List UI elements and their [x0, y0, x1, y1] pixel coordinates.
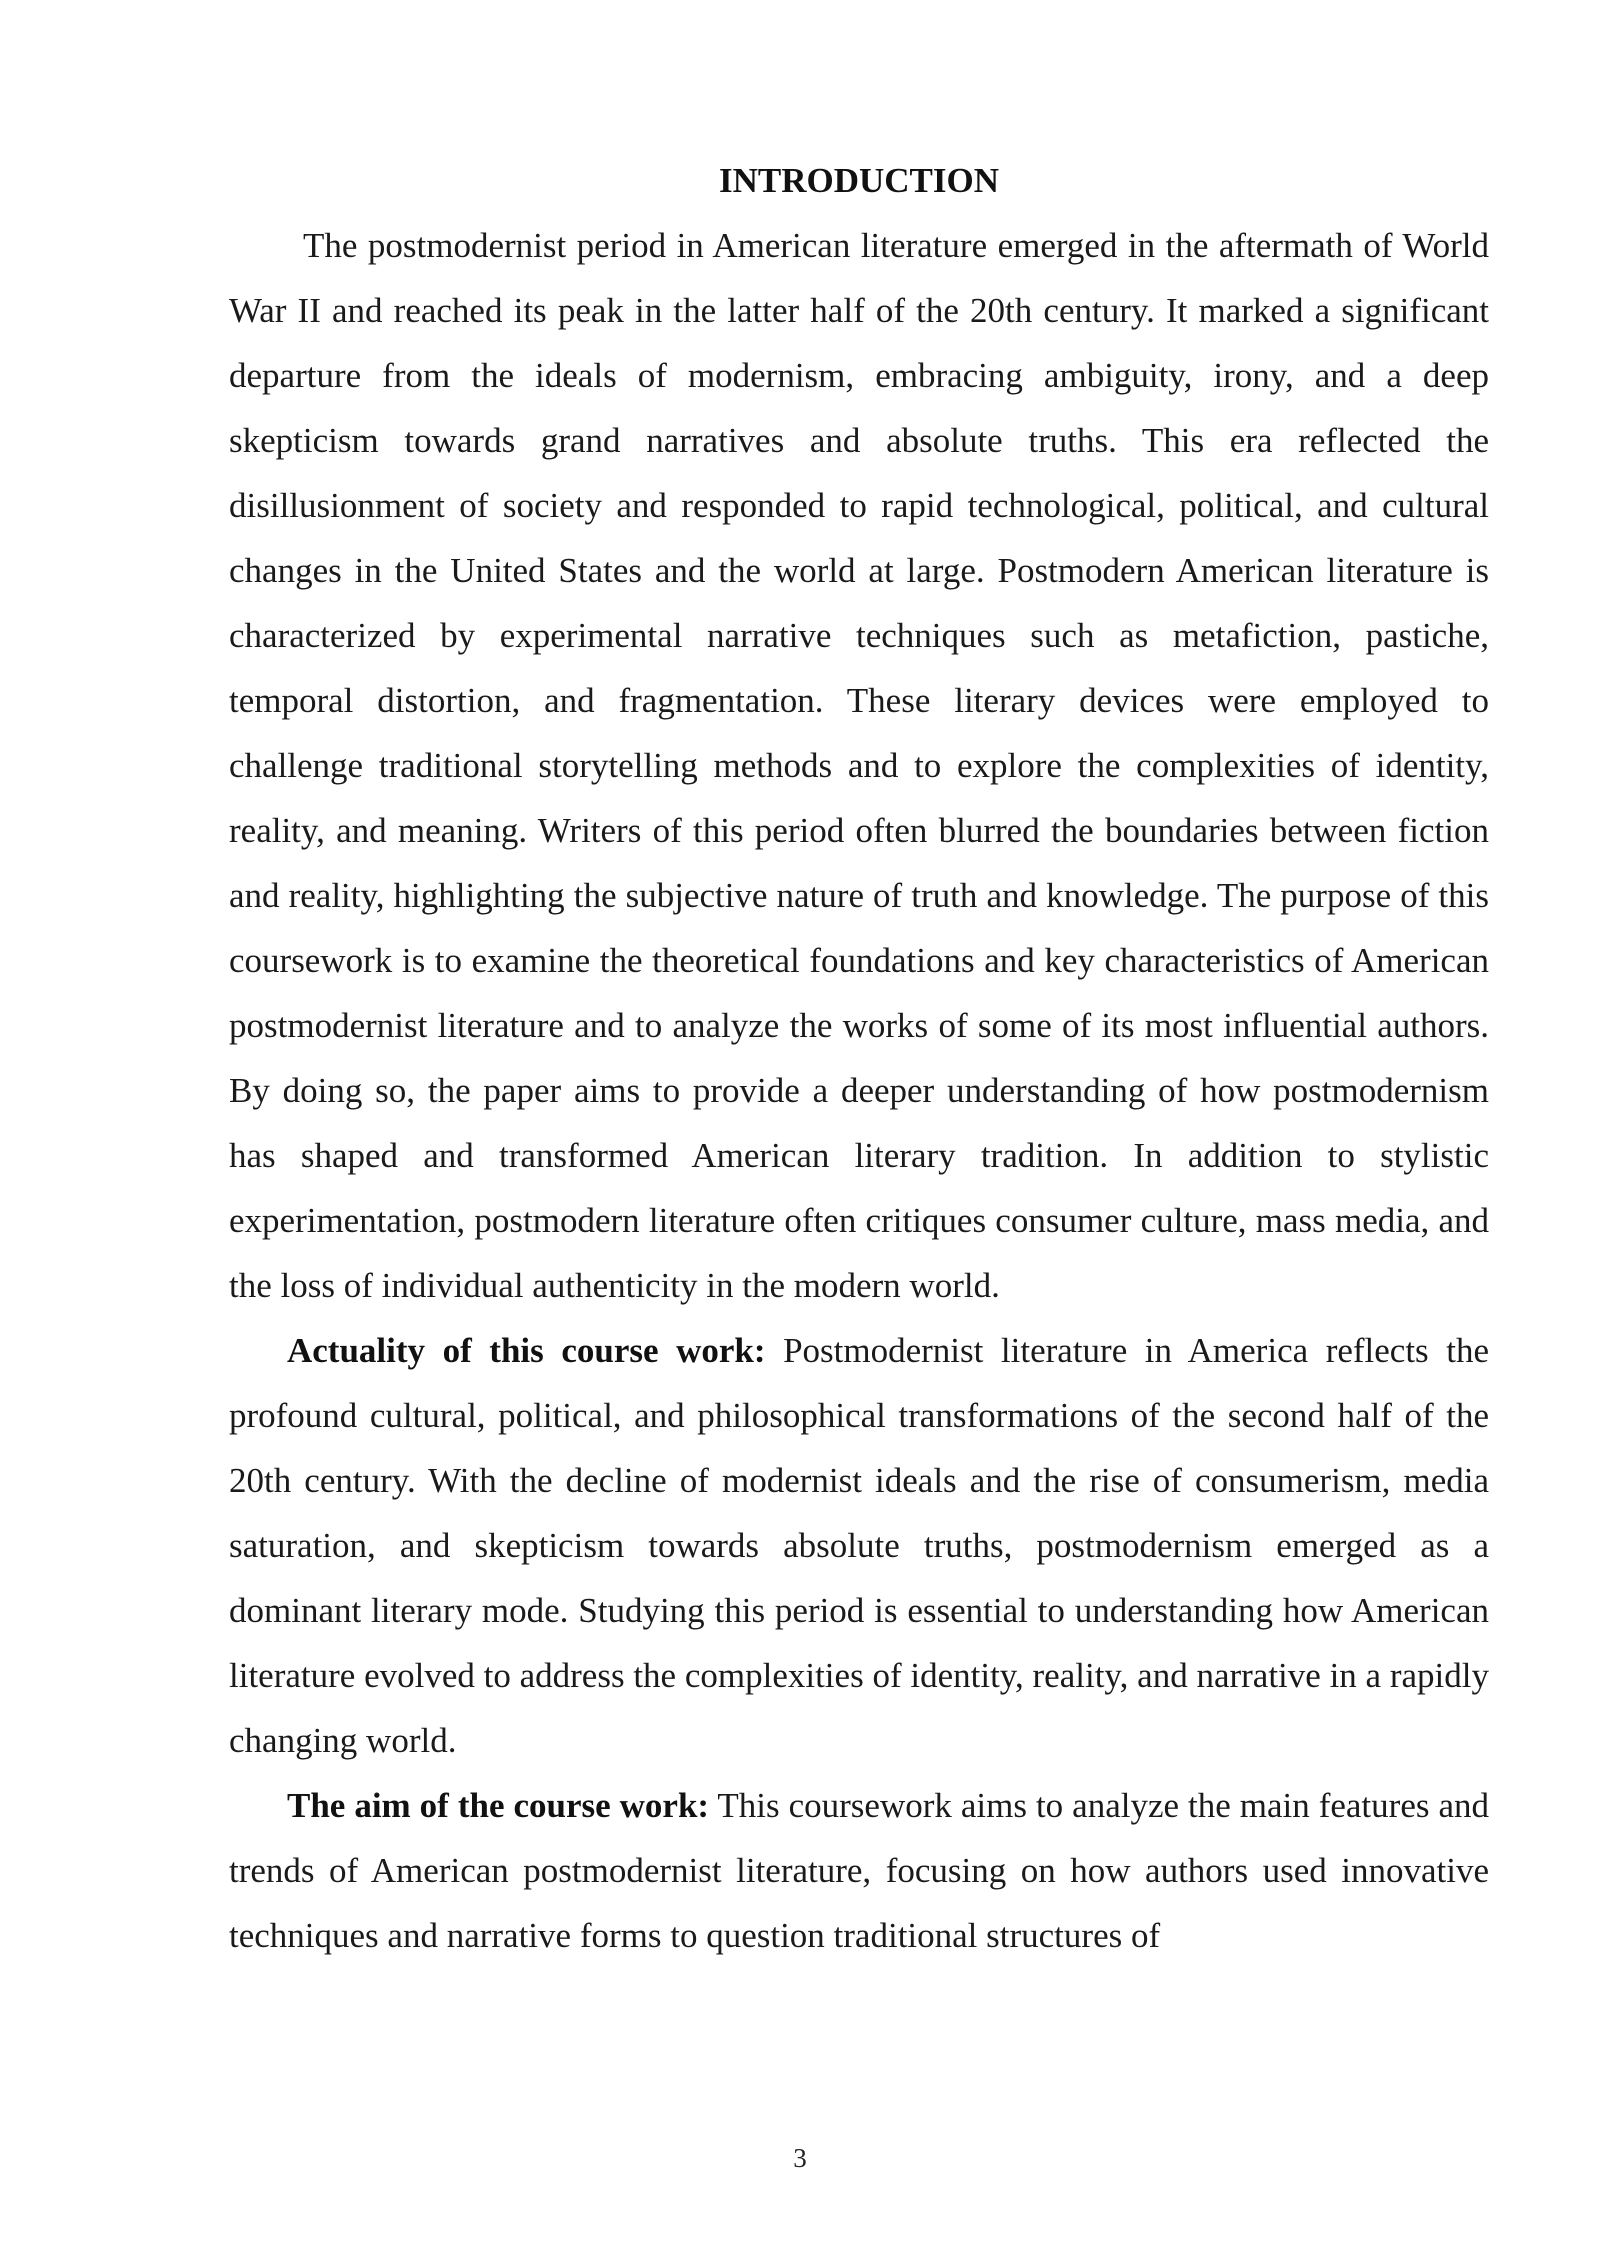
page-number: 3	[793, 2143, 807, 2173]
actuality-text: Postmodernist literature in America reflects the profound cultural, political, and philosophical transformations of the second half of the 20th century. With the decline of modernist ideals and the rise of consumerism, media saturation, and skepticism towards absolute truths, postmodernism emerged as a dominant literary mode. Studying this period is essential to understanding how American literature evolved to address the complexities of identity, reality, and narrative in a rapidly changing world.	[229, 1331, 1489, 1760]
aim-paragraph	[229, 1773, 1489, 1968]
actuality-label: Actuality of this course work:	[287, 1331, 766, 1370]
aim-text: This coursework aims to analyze the main features and trends of American postmodernist literature, focusing on how authors used innovative techniques and narrative forms to question traditional structures of	[229, 1786, 1489, 1955]
section-heading: INTRODUCTION	[718, 161, 1000, 200]
intro-paragraph: The postmodernist period in American literature emerged in the aftermath of World War II and reached its peak in the latter half of the 20th century. It marked a significant departure from the ideals of modernism, embracing ambiguity, irony, and a deep skepticism towards grand narratives and absolute truths. This era reflected the disillusionment of society and responded to rapid technological, political, and cultural changes in the United States and the world at large. Postmodern American literature is characterized by experimental narrative techniques such as metafiction, pastiche, temporal distortion, and fragmentation. These literary devices were employed to challenge traditional storytelling methods and to explore the complexities of identity, reality, and meaning. Writers of this period often blurred the boundaries between fiction and reality, highlighting the subjective nature of truth and knowledge. The purpose of this coursework is to examine the theoretical foundations and key characteristics of American postmodernist literature and to analyze the works of some of its most influential authors. By doing so, the paper aims to provide a deeper understanding of how postmodernism has shaped and transformed American literary tradition. In addition to stylistic experimentation, postmodern literature often critiques consumer culture, mass media, and the loss of individual authenticity in the modern world.	[229, 226, 1489, 1305]
actuality-paragraph	[229, 1318, 1489, 1773]
aim-label: The aim of the course work:	[287, 1786, 710, 1825]
page-content	[229, 148, 1489, 1968]
